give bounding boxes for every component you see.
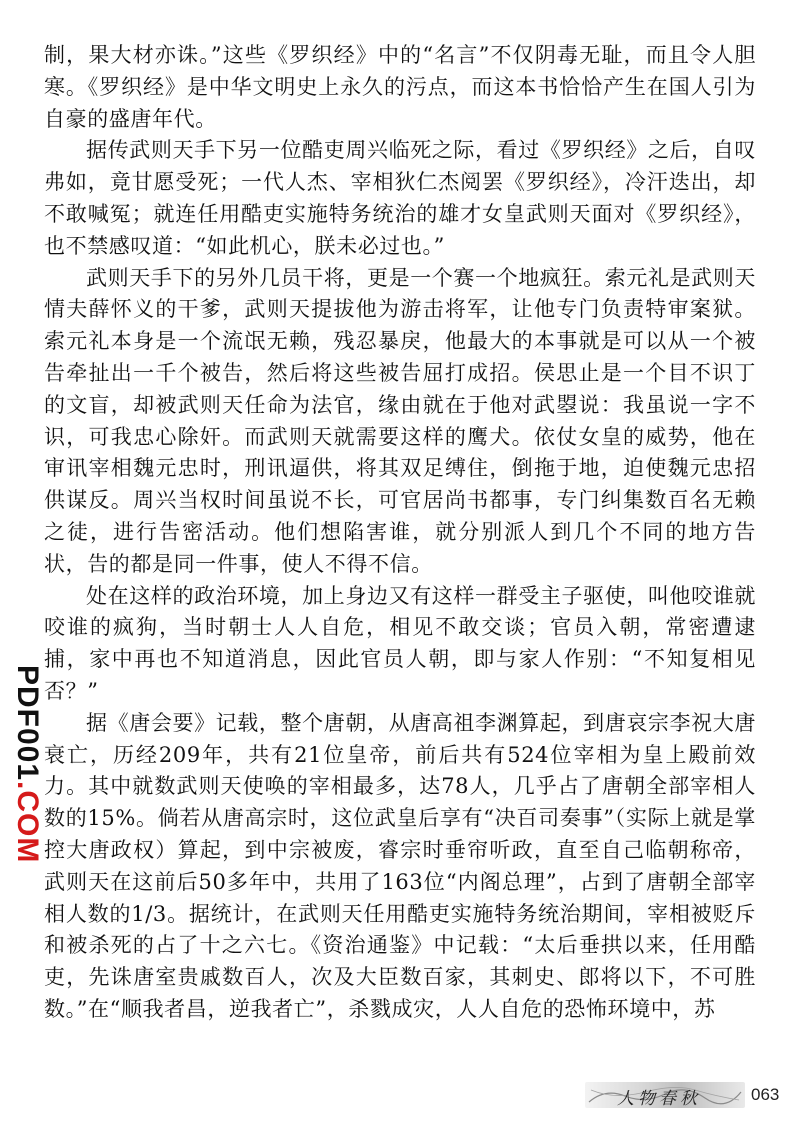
watermark-name: PDF001: [11, 665, 44, 782]
paragraph-4: 处在这样的政治环境，加上身边又有这样一群受主子驱使，叫他咬谁就咬谁的疯狗，当时朝士人人自危，相见不敢交谈；官员入朝，常密遭逮捕，家中再也不知道消息，因此官员人朝，即与家人作别：“不知复相见否？”: [44, 583, 756, 703]
series-banner: [585, 1082, 745, 1108]
page-footer: [585, 1076, 785, 1116]
paragraph-5: 据《唐会要》记载，整个唐朝，从唐高祖李渊算起，到唐哀宗李祝大唐衰亡，历经209年，共有21位皇帝，前后共有524位宰相为皇上殿前效力。其中就数武则天使唤的宰相最多，达78人，几乎占了唐朝全部宰相人数的15%。倘若从唐高宗时，这位武皇后享有“决百司奏事”（实际上就是掌控大唐政权）算起，到中宗被废，睿宗时垂帘听政，直至自己临朝称帝，武则天在这前后50多年中，共用了163位“内阁总理”，占到了唐朝全部宰相人数的1/3。据统计，在武则天任用酷吏实施特务统治期间，宰相被贬斥和被杀死的占了十之六七。《资治通鉴》中记载：“太后垂拱以来，任用酷吏，先诛唐室贵戚数百人，次及大臣数百家，其刺史、郎将以下，不可胜数。”在“顺我者昌，逆我者亡”，杀戮成灾，人人自危的恐怖环境中，苏: [44, 710, 756, 1021]
body-text: [44, 40, 756, 1026]
series-title: 人物春秋: [617, 1089, 701, 1109]
site-watermark: [4, 665, 44, 895]
page-number: 063: [751, 1085, 780, 1104]
paragraph-3: 武则天手下的另外几员干将，更是一个赛一个地疯狂。索元礼是武则天情夫薛怀义的干爹，武则天提拔他为游击将军，让他专门负责特审案狱。索元礼本身是一个流氓无赖，残忍暴戾，他最大的本事就是可以从一个被告牵扯出一千个被告，然后将这些被告屈打成招。侯思止是一个目不识丁的文盲，却被武则天任命为法官，缘由就在于他对武曌说：我虽说一字不识，可我忠心除奸。而武则天就需要这样的鹰犬。依仗女皇的威势，他在审讯宰相魏元忠时，刑讯逼供，将其双足缚住，倒拖于地，迫使魏元忠招供谋反。周兴当权时间虽说不长，可官居尚书都事，专门纠集数百名无赖之徒，进行告密活动。他们想陷害谁，就分别派人到几个不同的地方告状，告的都是同一件事，使人不得不信。: [44, 265, 756, 576]
paragraph-1: 制，果大材亦诛。”这些《罗织经》中的“名言”不仅阴毒无耻，而且令人胆寒。《罗织经》是中华文明史上永久的污点，而这本书恰恰产生在国人引为自豪的盛唐年代。: [44, 43, 756, 131]
paragraph-2: 据传武则天手下另一位酷吏周兴临死之际，看过《罗织经》之后，自叹弗如，竟甘愿受死；一代人杰、宰相狄仁杰阅罢《罗织经》，冷汗迭出，却不敢喊冤；就连任用酷吏实施特务统治的雄才女皇武则天面对《罗织经》，也不禁感叹道：“如此机心，朕未必过也。”: [44, 138, 756, 258]
watermark-domain: .COM: [11, 781, 44, 864]
